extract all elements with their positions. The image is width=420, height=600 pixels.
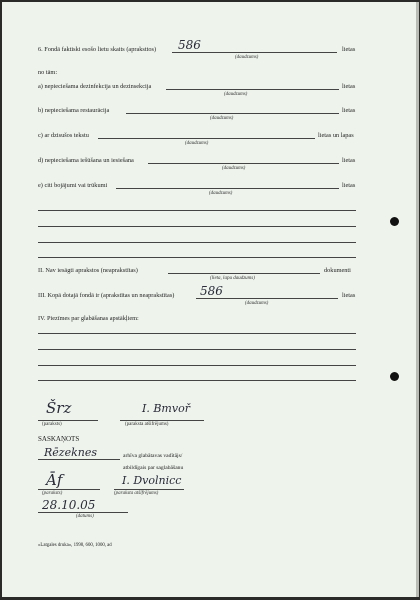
signature-2-line (38, 489, 100, 490)
row-a-unit: lietas (342, 83, 356, 90)
row-c-line (98, 138, 315, 139)
row-c-unit: lietas un lapas (318, 132, 354, 139)
blank-line (38, 226, 356, 227)
row-e-sub: (daudzums) (209, 191, 233, 196)
date-line (38, 512, 128, 513)
signature-1-name-line (120, 420, 204, 421)
archive-line (38, 459, 120, 460)
blank-line (38, 210, 356, 211)
printer-footer: «Latgales druka», 1998, 600, 1000, ad (38, 543, 112, 548)
archive-text: arhīva glabātavas vadītājs/ (123, 453, 183, 459)
item6-sub: (daudzums) (235, 55, 259, 60)
item2-label: II. Nav iesāgti aprakstos (neaprakstītas) (38, 267, 138, 274)
signature-1: Šrz (46, 399, 72, 417)
signature-2: Āf (46, 471, 63, 489)
row-a-line (166, 89, 339, 90)
date-value: 28.10.05 (42, 498, 96, 512)
signature-2-name: I. Dvolnicc (122, 474, 182, 487)
punch-hole (390, 372, 399, 381)
signature-1-line (38, 420, 98, 421)
date-label: (datums) (76, 514, 94, 519)
item6-value: 586 (178, 38, 201, 52)
item3-label: III. Kopā dotajā fondā ir (aprakstītas un neaprakstītas) (38, 292, 175, 299)
notes-line (38, 333, 356, 334)
blank-line (38, 257, 356, 258)
item3-line (196, 298, 338, 299)
item4-label: IV. Piezīmes par glabāšanas apstākļiem: (38, 315, 139, 322)
punch-hole (390, 217, 399, 226)
notes-line (38, 380, 356, 381)
row-b-sub: (daudzums) (210, 116, 234, 121)
item3-sub: (daudzums) (245, 301, 269, 306)
notes-line (38, 365, 356, 366)
responsible-text: atbildīgais par saglabāšanu (123, 465, 184, 471)
no-tam: no tām: (38, 69, 58, 76)
signature-1-label: (paraksts) (42, 422, 62, 427)
row-a-sub: (daudzums) (224, 92, 248, 97)
row-d-unit: lietas (342, 157, 356, 164)
row-a-label: a) nepieciešama dezinfekcija un dezinsekcija (38, 83, 152, 90)
row-d-sub: (daudzums) (222, 166, 246, 171)
row-c-label: c) ar dzisušos tekstu (38, 132, 89, 139)
document-page (2, 2, 419, 597)
item2-sub: (lieta, lapu daudzums) (210, 276, 255, 281)
item6-label: 6. Fondā faktiski esošo lietu skaits (apraksttos) (38, 46, 157, 53)
signature-1-name: I. Bmvoř (142, 402, 190, 415)
signature-2-name-label: (paraksta atšifrējums) (114, 491, 159, 496)
row-d-label: d) nepieciešama iešūšana un iesiešana (38, 157, 134, 164)
item2-line (168, 273, 320, 274)
item6-unit: lietas (342, 46, 356, 53)
item6-line (172, 52, 337, 53)
row-d-line (148, 163, 339, 164)
signature-1-name-label: (paraksta atšifrējums) (125, 422, 169, 427)
row-b-line (126, 113, 339, 114)
row-e-unit: lietas (342, 182, 356, 189)
archive-name: Rēzeknes (44, 446, 98, 459)
blank-line (38, 242, 356, 243)
row-e-label: e) citi bojājumi vai trūkumi (38, 182, 108, 189)
item2-unit: dokumenti (324, 267, 351, 274)
saskanots-heading: SASKAŅOTS (38, 435, 80, 443)
item3-value: 586 (200, 284, 223, 298)
row-e-line (116, 188, 339, 189)
row-b-unit: lietas (342, 107, 356, 114)
item3-unit: lietas (342, 292, 356, 299)
row-c-sub: (daudzums) (185, 141, 209, 146)
notes-line (38, 349, 356, 350)
row-b-label: b) nepieciešama restaurācija (38, 107, 110, 114)
signature-2-label: (paraksts) (42, 491, 63, 496)
signature-2-name-line (114, 489, 184, 490)
